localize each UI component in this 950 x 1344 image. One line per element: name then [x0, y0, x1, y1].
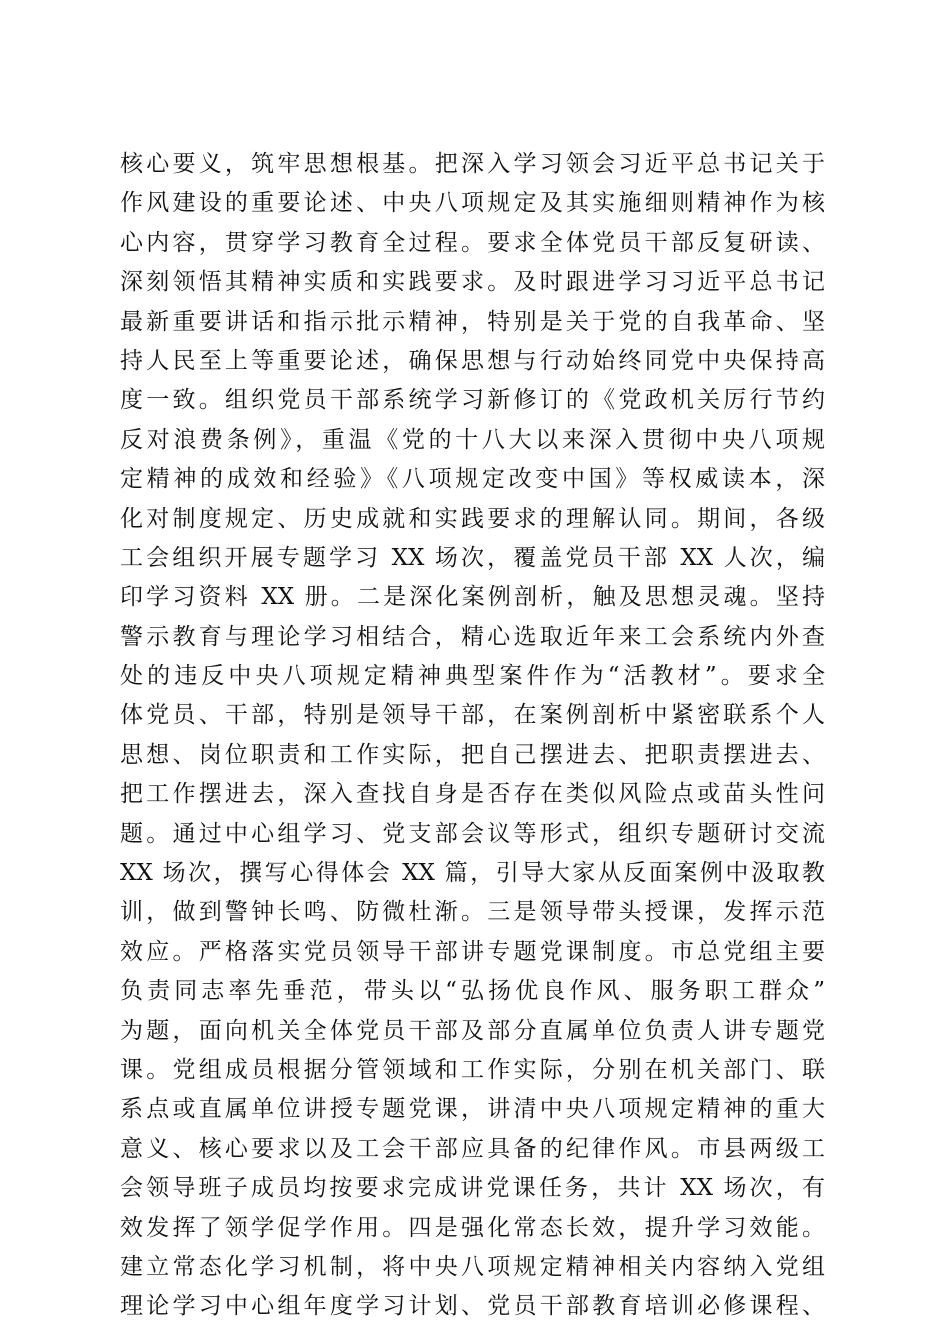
text-line: 系点或直属单位讲授专题党课，讲清中央八项规定精神的重大 [120, 1096, 825, 1123]
text-line: 持人民至上等重要论述，确保思想与行动始终同党中央保持高 [120, 347, 825, 374]
text-line: 深刻领悟其精神实质和实践要求。及时跟进学习习近平总书记 [120, 269, 825, 296]
text-line: 思想、岗位职责和工作实际，把自己摆进去、把职责摆进去、 [120, 741, 825, 768]
text-line: 会领导班子成员均按要求完成讲党课任务，共计 XX 场次，有 [120, 1175, 825, 1202]
text-line: 理论学习中心组年度学习计划、党员干部教育培训必修课程、 [120, 1293, 825, 1320]
text-line: 体党员、干部，特别是领导干部，在案例剖析中紧密联系个人 [120, 702, 825, 729]
text-line: 题。通过中心组学习、党支部会议等形式，组织专题研讨交流 [120, 820, 825, 847]
text-line: 化对制度规定、历史成就和实践要求的理解认同。期间，各级 [120, 505, 825, 532]
text-line: 定精神的成效和经验》《八项规定改变中国》等权威读本，深 [120, 466, 825, 493]
text-line: 心内容，贯穿学习教育全过程。要求全体党员干部反复研读、 [120, 229, 825, 256]
text-line: 建立常态化学习机制，将中央八项规定精神相关内容纳入党组 [120, 1253, 825, 1280]
text-line: 处的违反中央八项规定精神典型案件作为“活教材”。要求全 [120, 663, 825, 690]
text-line: 意义、核心要求以及工会干部应具备的纪律作风。市县两级工 [120, 1135, 825, 1162]
text-line: 为题，面向机关全体党员干部及部分直属单位负责人讲专题党 [120, 1017, 825, 1044]
text-line: 课。党组成员根据分管领域和工作实际，分别在机关部门、联 [120, 1056, 825, 1083]
text-line: 印学习资料 XX 册。二是深化案例剖析，触及思想灵魂。坚持 [120, 584, 825, 611]
text-line: 效发挥了领学促学作用。四是强化常态长效，提升学习效能。 [120, 1214, 825, 1241]
text-line: 最新重要讲话和指示批示精神，特别是关于党的自我革命、坚 [120, 308, 825, 335]
text-line: 作风建设的重要论述、中央八项规定及其实施细则精神作为核 [120, 190, 825, 217]
text-line: 反对浪费条例》，重温《党的十八大以来深入贯彻中央八项规 [120, 426, 825, 453]
text-line: 把工作摆进去，深入查找自身是否存在类似风险点或苗头性问 [120, 781, 825, 808]
text-line: 工会组织开展专题学习 XX 场次，覆盖党员干部 XX 人次，编 [120, 544, 825, 571]
text-line: XX 场次，撰写心得体会 XX 篇，引导大家从反面案例中汲取教 [120, 860, 825, 887]
text-line: 警示教育与理论学习相结合，精心选取近年来工会系统内外查 [120, 623, 825, 650]
text-line: 训，做到警钟长鸣、防微杜渐。三是领导带头授课，发挥示范 [120, 899, 825, 926]
body-paragraph [120, 145, 825, 1327]
text-line: 负责同志率先垂范，带头以“弘扬优良作风、服务职工群众” [120, 978, 825, 1005]
text-line: 度一致。组织党员干部系统学习新修订的《党政机关厉行节约 [120, 387, 825, 414]
text-line: 核心要义，筑牢思想根基。把深入学习领会习近平总书记关于 [120, 151, 825, 177]
text-line: 效应。严格落实党员领导干部讲专题党课制度。市总党组主要 [120, 938, 825, 965]
